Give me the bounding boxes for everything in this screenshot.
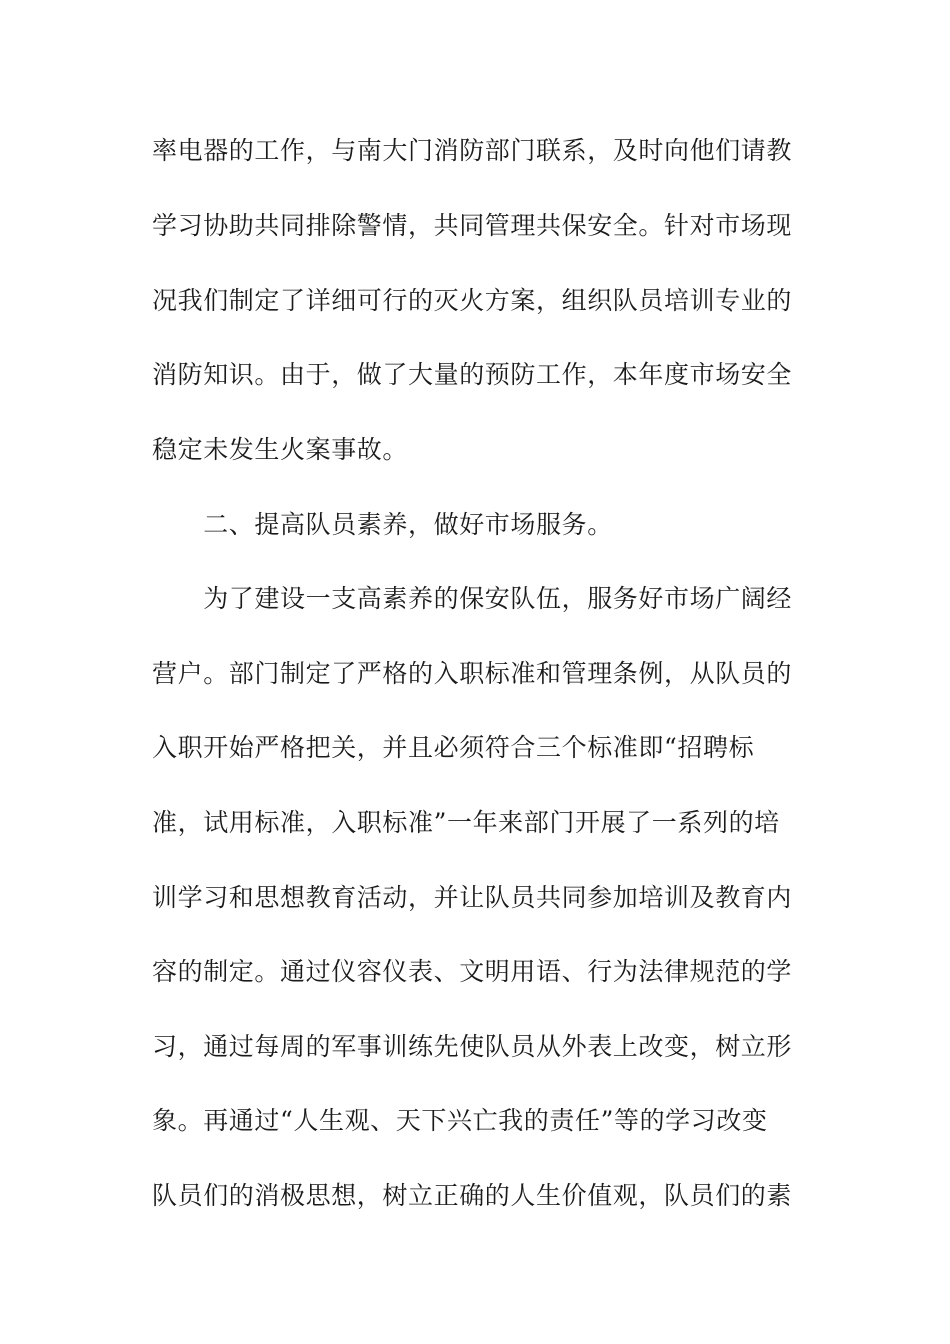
text-line: 准，试用标准，入职标准”一年来部门开展了一系列的培	[152, 808, 780, 837]
text-line: 象。再通过“人生观、天下兴亡我的责任”等的学习改变	[152, 1106, 768, 1135]
section-heading: 二、提高队员素养，做好市场服务。	[152, 510, 613, 539]
text-line: 训学习和思想教育活动，并让队员共同参加培训及教育内	[152, 883, 793, 912]
text-line: 稳定未发生火案事故。	[152, 435, 409, 464]
text-line: 学习协助共同排除警情，共同管理共保安全。针对市场现	[152, 211, 793, 240]
text-line: 队员们的消极思想，树立正确的人生价值观，队员们的素	[152, 1181, 793, 1210]
text-line: 消防知识。由于，做了大量的预防工作，本年度市场安全	[152, 360, 793, 389]
text-line: 况我们制定了详细可行的灭火方案，组织队员培训专业的	[152, 286, 793, 315]
text-line: 容的制定。通过仪容仪表、文明用语、行为法律规范的学	[152, 957, 793, 986]
text-line: 为了建设一支高素养的保安队伍，服务好市场广阔经	[152, 584, 793, 613]
text-line: 率电器的工作，与南大门消防部门联系，及时向他们请教	[152, 136, 793, 165]
text-line: 习，通过每周的军事训练先使队员从外表上改变，树立形	[152, 1032, 793, 1061]
text-line: 入职开始严格把关，并且必须符合三个标准即“招聘标	[152, 733, 755, 762]
text-line: 营户。部门制定了严格的入职标准和管理条例，从队员的	[152, 659, 793, 688]
